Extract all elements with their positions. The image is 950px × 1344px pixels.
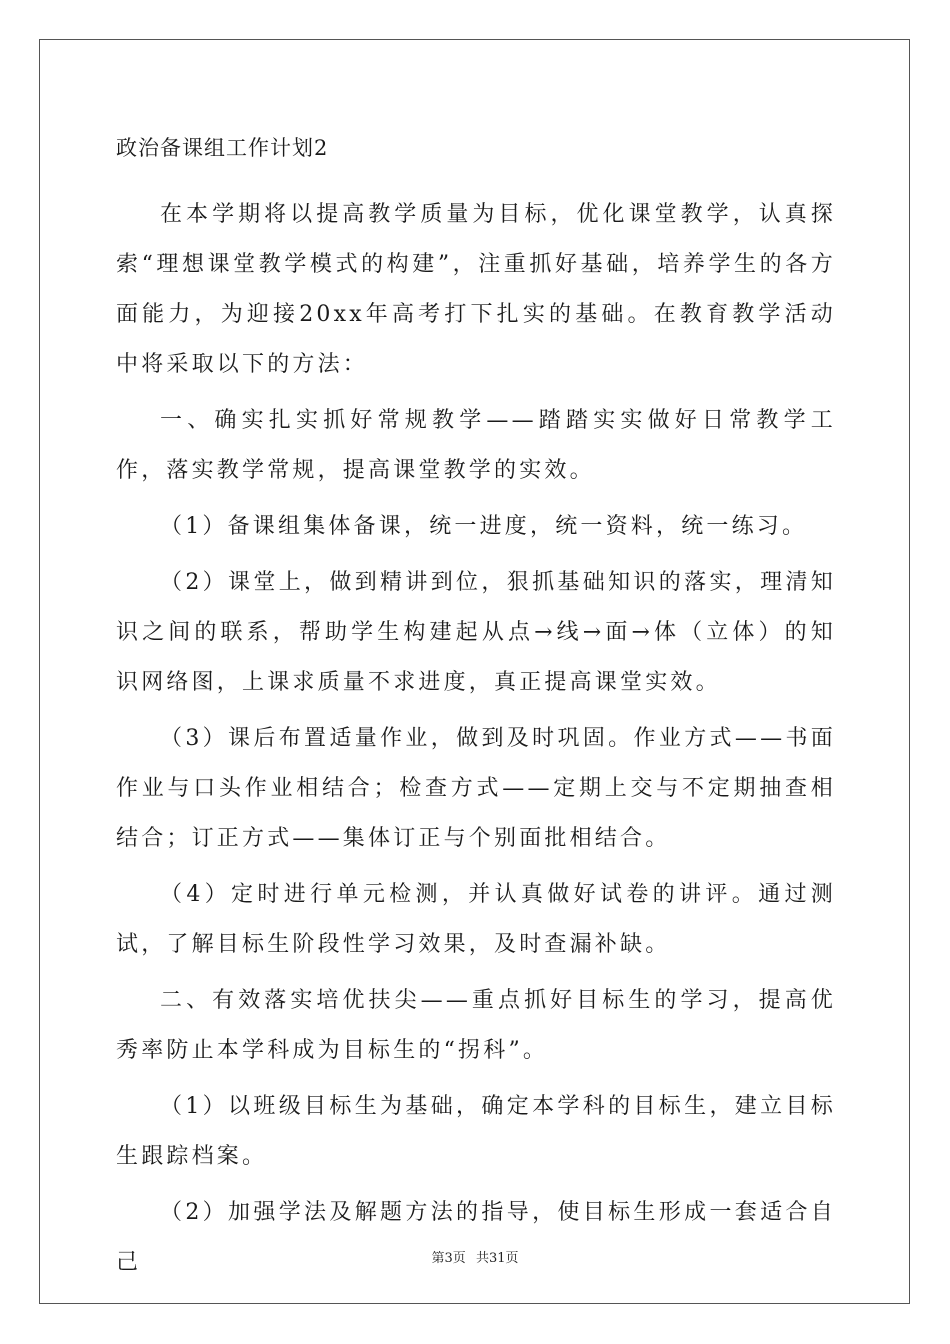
paragraph-section-1: 一、确实扎实抓好常规教学——踏踏实实做好日常教学工作，落实教学常规，提高课堂教学的实效。 [116, 408, 836, 483]
paragraph-item-1: （1）备课组集体备课，统一进度，统一资料，统一练习。 [160, 514, 808, 539]
paragraph-section-2: 二、有效落实培优扶尖——重点抓好目标生的学习，提高优秀率防止本学科成为目标生的“拐科”。 [116, 988, 836, 1063]
paragraph-item-4: （4）定时进行单元检测，并认真做好试卷的讲评。通过测试，了解目标生阶段性学习效果，及时查漏补缺。 [116, 882, 836, 957]
page-total: 共31页 [475, 1251, 519, 1266]
paragraph-item-5: （1）以班级目标生为基础，确定本学科的目标生，建立目标生跟踪档案。 [116, 1094, 836, 1169]
page-footer [0, 1247, 950, 1266]
paragraph-item-6: （2）加强学法及解题方法的指导，使目标生形成一套适合自己 [116, 1200, 836, 1275]
paragraph-item-3: （3）课后布置适量作业，做到及时巩固。作业方式——书面作业与口头作业相结合；检查方式——定期上交与不定期抽查相结合；订正方式——集体订正与个别面批相结合。 [116, 726, 836, 851]
document-body [116, 132, 836, 1294]
document-title: 政治备课组工作计划2 [116, 136, 329, 160]
paragraph-item-2: （2）课堂上，做到精讲到位，狠抓基础知识的落实，理清知识之间的联系，帮助学生构建起从点→线→面→体（立体）的知识网络图，上课求质量不求进度，真正提高课堂实效。 [116, 570, 836, 695]
page-number: 第3页 [431, 1251, 466, 1266]
paragraph-intro: 在本学期将以提高教学质量为目标，优化课堂教学，认真探索“理想课堂教学模式的构建”，注重抓好基础，培养学生的各方面能力，为迎接20xx年高考打下扎实的基础。在教育教学活动中将采取以下的方法： [116, 202, 836, 377]
